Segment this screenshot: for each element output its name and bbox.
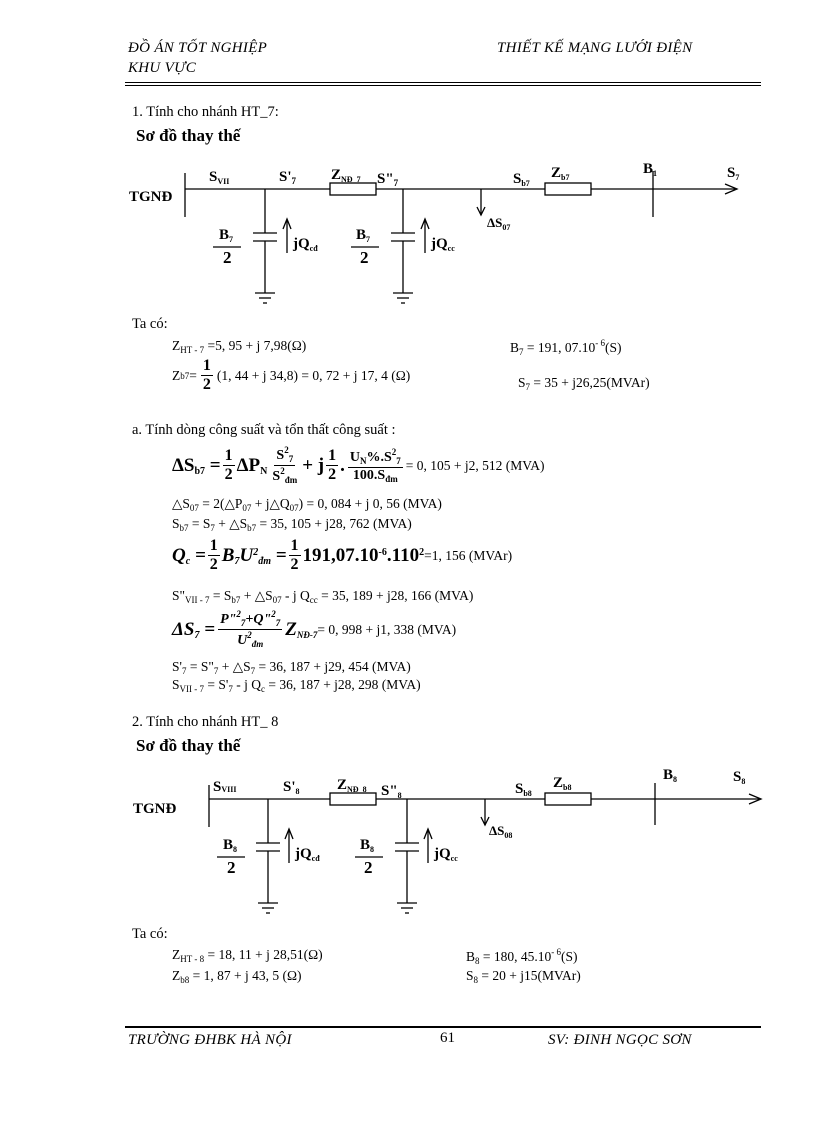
svg-text:Zb8: $Z_{b8}$ (553, 775, 572, 792)
svg-text:S'7: $S'_7$ (279, 169, 297, 186)
svg-text:2: 2 (360, 248, 369, 267)
svg-text:Sb8: $S_{b8}$ (515, 781, 532, 798)
svg-text:S7: $S_7$ (727, 165, 740, 182)
svg-text:SVII: $S_{VII}$ (209, 169, 230, 186)
eq-sb7: $S_{b7} = S_7$ + $\triangle S_{b7} = 35$, 105 + j28, 762 (MVA) (172, 516, 412, 533)
page-number: 61 (440, 1030, 455, 1046)
svg-text:ΔS08: $\Delta S_{08}$ (489, 823, 513, 840)
header-rule-bottom (125, 85, 761, 86)
svg-text:jQcđ: $jQ_{cđ}$ (293, 236, 318, 253)
svg-text:ZNĐ_7: $Z_{NĐ\_7}$ (331, 167, 361, 184)
section2-b-value: $B_8 = 180$, $45.10^{- 6}(S)$ (466, 947, 578, 966)
svg-text:jQcc: $jQ_{cc}$ (431, 236, 455, 253)
part-a-title: a. Tính dòng công suất và tổn thất công suất : (132, 422, 396, 438)
svg-text:S8: $S_8$ (733, 769, 746, 786)
svg-text:B8: $B_8$ (663, 767, 678, 784)
section2-s-value: $S_8 = 20$ + j15(MVAr) (466, 968, 581, 985)
section1-zb: Z b7 = $\frac{1}{2}$ (1, 44 + j 34,8) = 0, 72 + j 17, 4 (Ω) (172, 357, 411, 393)
section2-title: 2. Tính cho nhánh HT_ 8 (132, 714, 279, 730)
section1-ta-co: Ta có: (132, 316, 168, 332)
svg-text:2: 2 (364, 858, 373, 877)
footer-left: TRƯỜNG ĐHBK HÀ NỘI (128, 1032, 292, 1048)
svg-text:B7: $B_7$ (356, 227, 371, 244)
svg-text:B7: $B_7$ (219, 227, 234, 244)
source-label: TGNĐ (133, 801, 177, 817)
section2-zb: $Z_{b8} = 1$, 87 + j 43, 5 (Ω) (172, 968, 302, 985)
section1-circuit-diagram (125, 155, 765, 320)
svg-text:B8: $B_8$ (360, 837, 375, 854)
svg-text:ΔS07: $\Delta S_{07}$ (487, 215, 511, 232)
section2-ta-co: Ta có: (132, 926, 168, 942)
section1-b-value: $B_7 = 191$, $07.10^{- 6}(S)$ (510, 338, 622, 357)
svg-text:Sb7: $S_{b7}$ (513, 171, 530, 188)
svg-text:2: 2 (227, 858, 236, 877)
section1-title: 1. Tính cho nhánh HT_7: (132, 104, 279, 120)
header-left-line1: ĐỒ ÁN TỐT NGHIỆP (128, 40, 268, 56)
footer-rule (125, 1026, 761, 1028)
svg-text:B8: $B_8$ (223, 837, 238, 854)
source-label: TGNĐ (129, 189, 173, 205)
header-left-line2: KHU VỰC (128, 60, 196, 76)
svg-text:2: 2 (223, 248, 232, 267)
svg-text:jQcc: $jQ_{cc}$ (434, 846, 458, 863)
svg-text:ZNĐ_8: $Z_{NĐ\_8}$ (337, 777, 367, 794)
section1-z-ht: $Z_{HT - 7} =5$, 95 + j 7,98(Ω) (172, 338, 307, 355)
svg-text:S"7: $S"_7$ (377, 171, 399, 188)
svg-text:S"8: $S"_8$ (381, 783, 402, 800)
eq-s-vii7: $S_{VII - 7} = S'_7 - j$ $Q_c = 36$, 187 + j28, 298 (MVA) (172, 677, 421, 694)
eq-s-dprime-vii7: $S"_{VII - 7} = S_{b7}$ + $\triangle S_{07}$ - j $Q_{cc} = 35$, 189 + j28, 166 (MVA) (172, 588, 474, 605)
svg-text:jQcđ: $jQ_{cđ}$ (295, 846, 320, 863)
section2-circuit-diagram (125, 765, 765, 925)
eq-delta-s7: $\Delta S_7$ = $\frac{P"^2_7+Q"^2_7}{U^2_{đm}}$ $Z_{NĐ-7}$ = 0, 998 + j1, 338 (MVA) (172, 609, 457, 649)
header-right: THIẾT KẾ MẠNG LƯỚI ĐIỆN (497, 40, 693, 56)
section1-s-value: $S_7 = 35$ + j26,25(MVAr) (518, 375, 650, 392)
header-rule-top (125, 82, 761, 83)
section2-diagram-heading: Sơ đồ thay thế (136, 736, 241, 755)
svg-text:SVIII: SVIII (213, 779, 237, 795)
eq-s-prime7: $S'_7$ = $S"_7$ + $\triangle S_7 = 36$, 187 + j29, 454 (MVA) (172, 659, 411, 676)
section2-z-ht: $Z_{HT - 8} = 18$, 11 + j 28,51(Ω) (172, 947, 323, 964)
section1-diagram-heading: Sơ đồ thay thế (136, 126, 241, 145)
footer-right: SV: ĐINH NGỌC SƠN (548, 1032, 692, 1048)
svg-text:Zb7: $Z_{b7}$ (551, 165, 570, 182)
eq-delta-sb7: $\Delta S_{b7}$ = $\frac{1}{2}$ $\Delta P_N$ $\frac{S^2_7}{S^2_{đm}}$ + j $\frac{1}{2}$ . $\frac{U_N\%.S^2_7}{100.S_{đm}}$ = 0, 105 + j2, 512 (MVA) (172, 445, 545, 485)
eq-delta-s07: $\triangle S_{07}$ = $2(\triangle P_{07}$ + $j\triangle Q_{07}) = 0$, 084 + j 0, 56 (MVA) (172, 496, 442, 513)
svg-text:B1: $B_1$ (643, 161, 658, 178)
eq-qc: $Q_c$ = $\frac{1}{2}$ $B_7U^2_{đm}$ = $\frac{1}{2}$ $191,07.10^{-6}.110^2$ =1, 156 (MVAr) (172, 537, 513, 573)
svg-text:S'8: $S'_8$ (283, 779, 300, 796)
